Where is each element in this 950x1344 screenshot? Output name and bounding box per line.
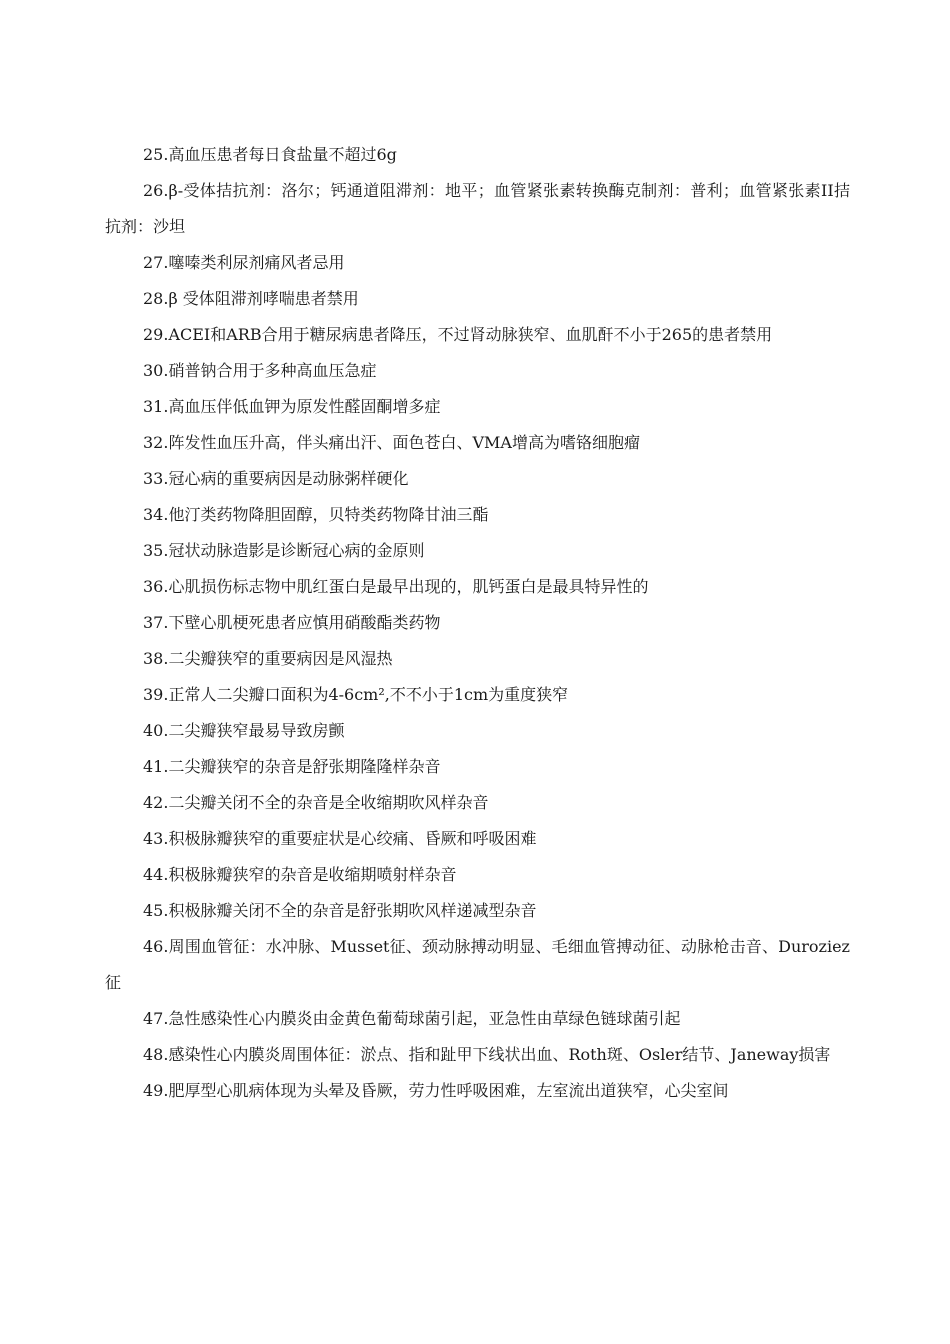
list-item: 33.冠心病的重要病因是动脉粥样硬化	[143, 469, 409, 488]
list-item: 46.周围血管征：水冲脉、Musset征、颈动脉搏动明显、毛细血管搏动征、动脉枪击音、Duroziez征	[105, 937, 850, 992]
list-item: 44.积极脉瓣狭窄的杂音是收缩期喷射样杂音	[143, 865, 457, 884]
list-item: 29.ACEI和ARB合用于糖尿病患者降压，不过肾动脉狭窄、血肌酐不小于265的患者禁用	[143, 325, 773, 344]
list-item: 40.二尖瓣狭窄最易导致房颤	[143, 721, 345, 740]
list-item: 30.硝普钠合用于多种高血压急症	[143, 361, 377, 380]
list-item: 26.β-受体拮抗剂：洛尔；钙通道阻滞剂：地平；血管紧张素转换酶克制剂：普利；血管紧张素II拮抗剂：沙坦	[105, 181, 850, 236]
list-item: 28.β 受体阻滞剂哮喘患者禁用	[143, 289, 359, 308]
list-item: 36.心肌损伤标志物中肌红蛋白是最早出现的，肌钙蛋白是最具特异性的	[143, 577, 649, 596]
document-body	[105, 137, 850, 1109]
list-item: 37.下壁心肌梗死患者应慎用硝酸酯类药物	[143, 613, 441, 632]
list-item: 41.二尖瓣狭窄的杂音是舒张期隆隆样杂音	[143, 757, 441, 776]
list-item: 35.冠状动脉造影是诊断冠心病的金原则	[143, 541, 425, 560]
list-item: 27.噻嗪类利尿剂痛风者忌用	[143, 253, 345, 272]
list-item: 31.高血压伴低血钾为原发性醛固酮增多症	[143, 397, 441, 416]
list-item: 48.感染性心内膜炎周围体征：淤点、指和趾甲下线状出血、Roth斑、Osler结节、Janeway损害	[143, 1045, 831, 1064]
list-item: 42.二尖瓣关闭不全的杂音是全收缩期吹风样杂音	[143, 793, 489, 812]
list-item: 43.积极脉瓣狭窄的重要症状是心绞痛、昏厥和呼吸困难	[143, 829, 537, 848]
list-item: 47.急性感染性心内膜炎由金黄色葡萄球菌引起，亚急性由草绿色链球菌引起	[143, 1009, 681, 1028]
list-item: 45.积极脉瓣关闭不全的杂音是舒张期吹风样递减型杂音	[143, 901, 537, 920]
list-item: 39.正常人二尖瓣口面积为4-6cm²,不不小于1cm为重度狭窄	[143, 685, 569, 704]
list-item: 49.肥厚型心肌病体现为头晕及昏厥，劳力性呼吸困难，左室流出道狭窄，心尖室间	[143, 1081, 729, 1100]
list-item: 32.阵发性血压升高，伴头痛出汗、面色苍白、VMA增高为嗜铬细胞瘤	[143, 433, 640, 452]
list-item: 34.他汀类药物降胆固醇，贝特类药物降甘油三酯	[143, 505, 489, 524]
list-item: 38.二尖瓣狭窄的重要病因是风湿热	[143, 649, 393, 668]
list-item: 25.高血压患者每日食盐量不超过6g	[143, 145, 397, 164]
